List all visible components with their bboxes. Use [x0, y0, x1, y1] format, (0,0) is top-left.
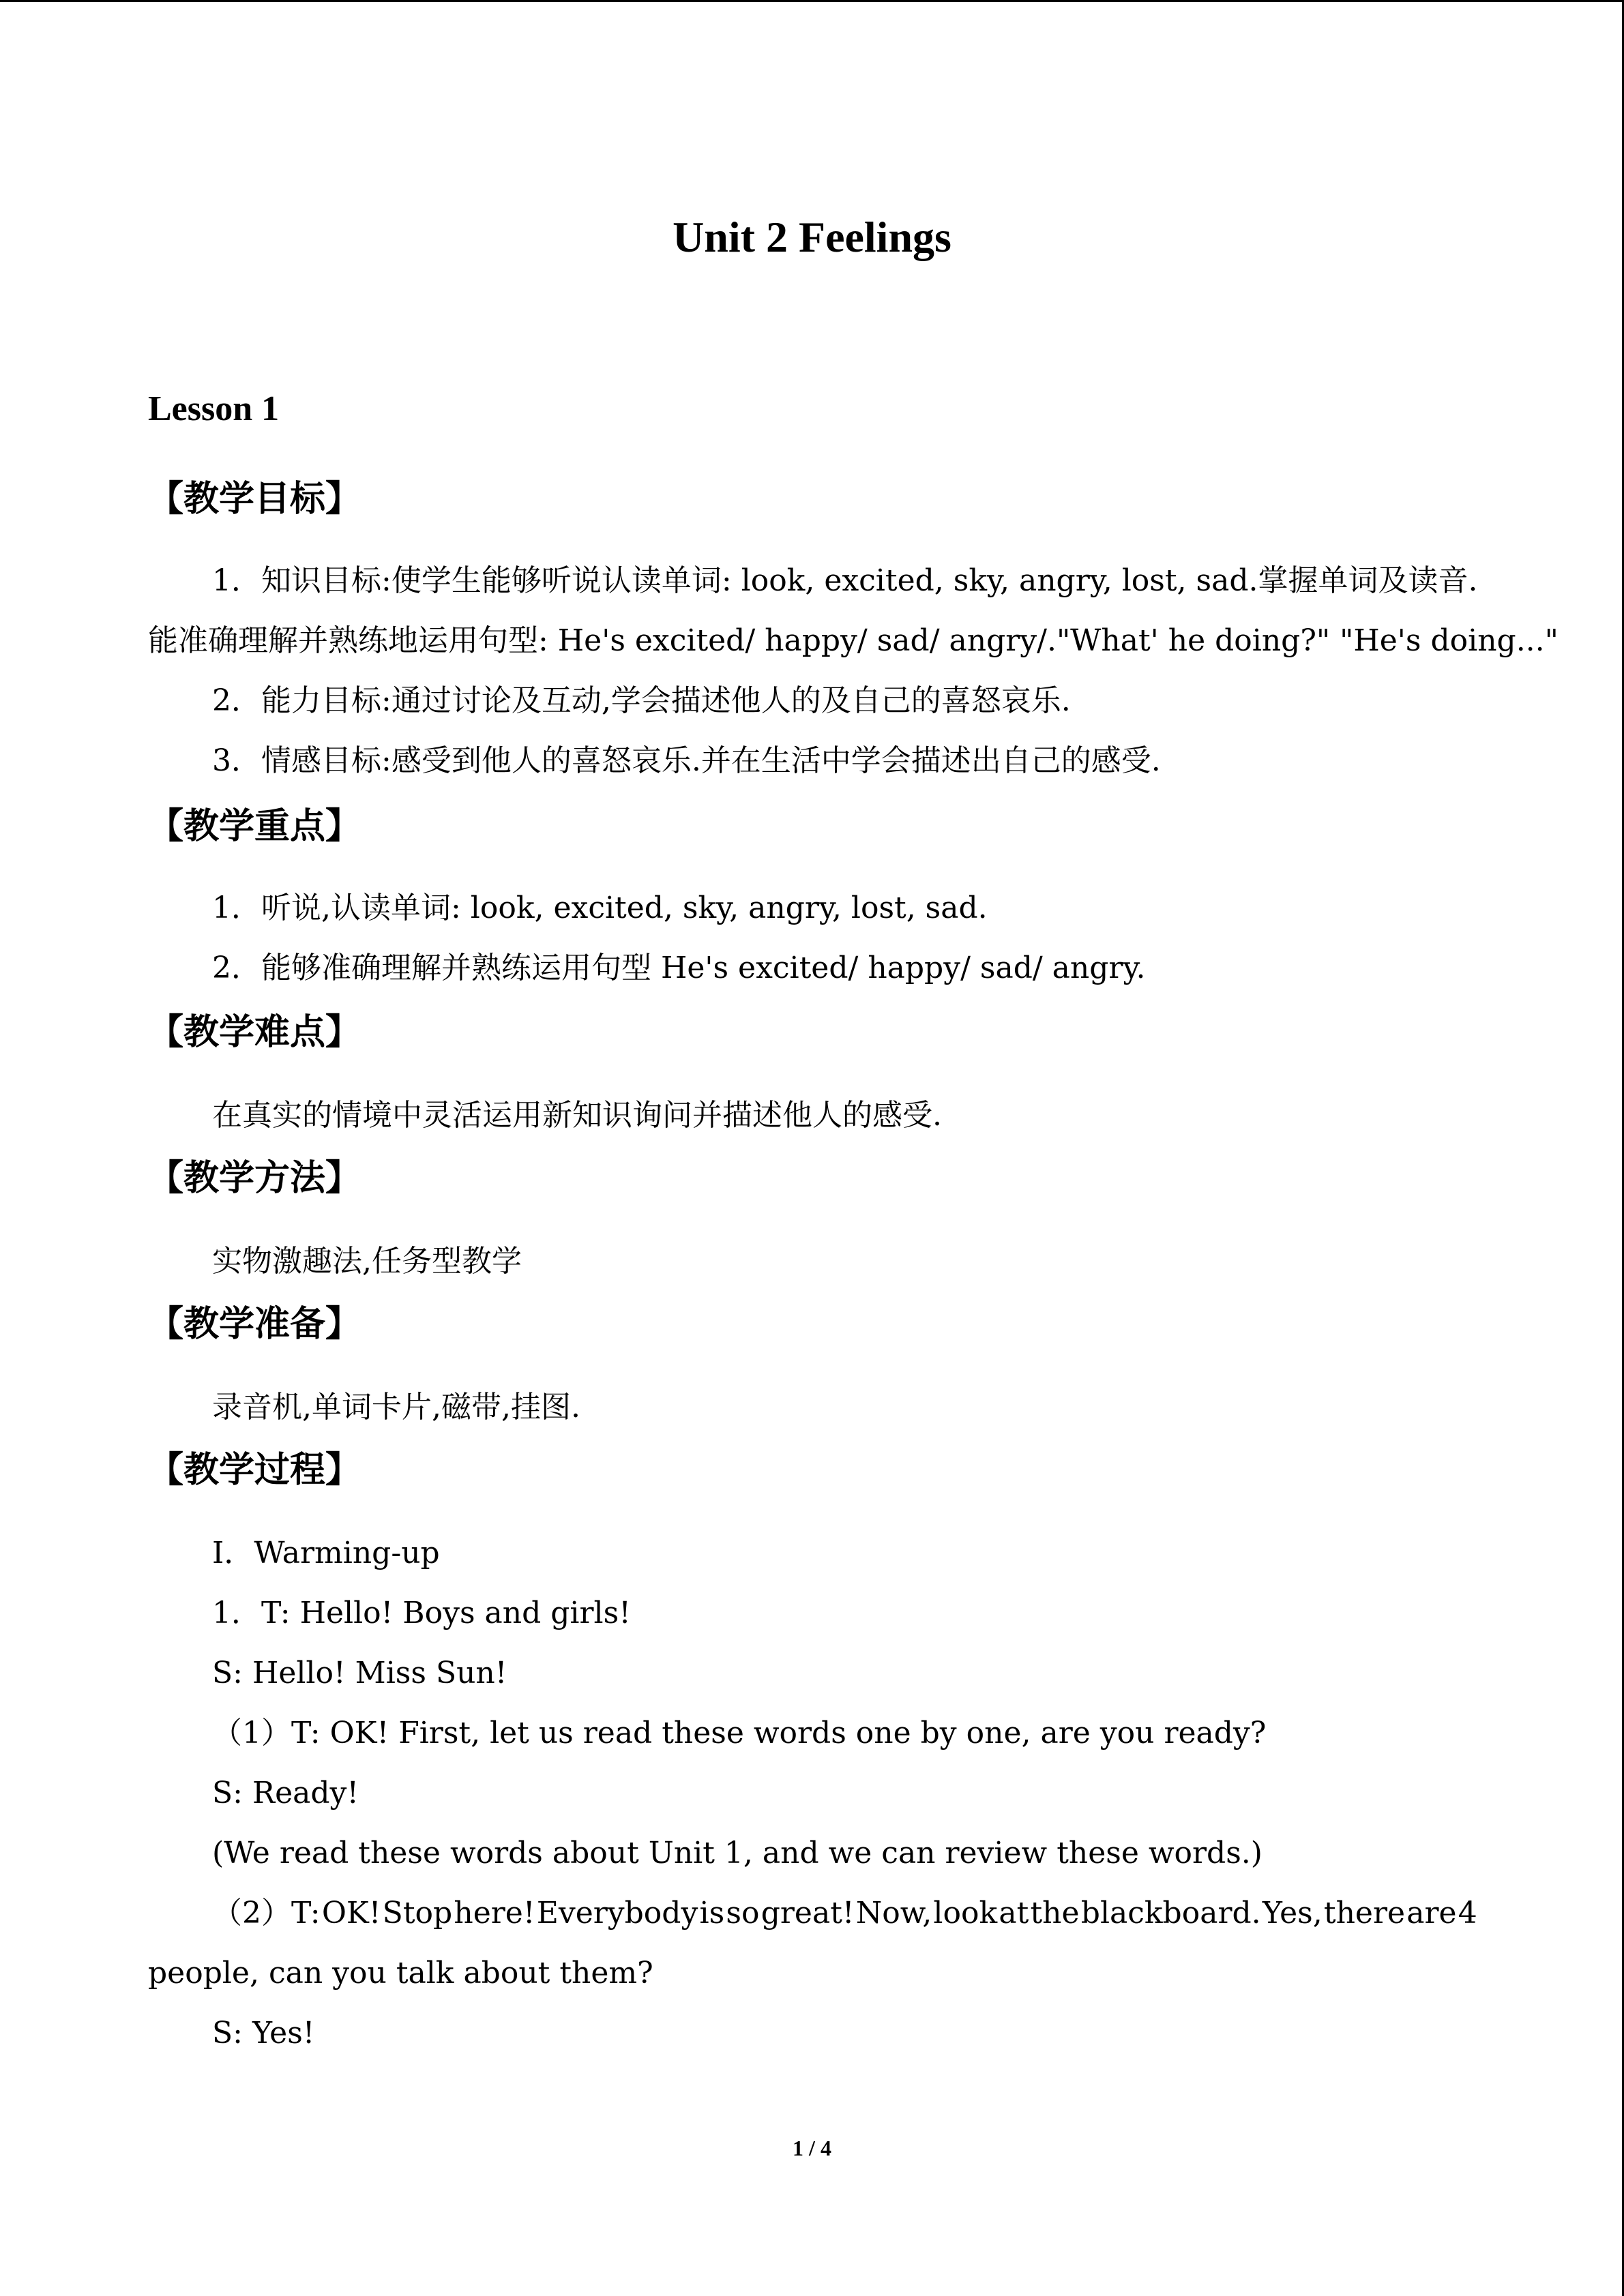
- process-line-8: people, can you talk about them?: [148, 1956, 653, 1991]
- process-line-4: （1）T: OK! First, let us read these words one by one, are you ready?: [212, 1716, 1267, 1750]
- difficulties-line-1: 在真实的情境中灵活运用新知识询问并描述他人的感受.: [212, 1098, 942, 1133]
- word: there: [1323, 1896, 1406, 1930]
- word: Now,: [855, 1896, 932, 1930]
- key-points-line-1: 1．听说,认读单词: look, excited, sky, angry, lost, sad.: [212, 891, 988, 925]
- section-heading-difficulties: 【教学难点】: [148, 1012, 361, 1053]
- process-line-7: [212, 1894, 1477, 1933]
- methods-line-1: 实物激趣法,任务型教学: [212, 1244, 522, 1279]
- word: 4: [1458, 1896, 1477, 1930]
- word: great!: [761, 1896, 855, 1930]
- word: so: [726, 1896, 760, 1930]
- objectives-line-2: 能准确理解并熟练地运用句型: He's excited/ happy/ sad/ angry/."What' he doing?" "He's doing...": [148, 623, 1559, 658]
- objectives-line-4: 3．情感目标:感受到他人的喜怒哀乐.并在生活中学会描述出自己的感受.: [212, 743, 1161, 778]
- section-heading-objectives: 【教学目标】: [148, 479, 361, 520]
- preparation-line-1: 录音机,单词卡片,磁带,挂图.: [212, 1390, 580, 1425]
- lesson-heading: Lesson 1: [148, 389, 280, 428]
- word: Yes,: [1262, 1896, 1323, 1930]
- word: is: [699, 1896, 725, 1930]
- process-line-3: S: Hello! Miss Sun!: [212, 1656, 507, 1690]
- process-line-9: S: Yes!: [212, 2016, 315, 2051]
- word: Everybody: [536, 1896, 698, 1930]
- word: are: [1406, 1896, 1457, 1930]
- word: （2）T:: [212, 1896, 321, 1930]
- section-heading-process: 【教学过程】: [148, 1450, 361, 1491]
- process-line-5: S: Ready!: [212, 1776, 359, 1810]
- process-line-1: Ⅰ．Warming-up: [212, 1536, 440, 1570]
- process-line-2: 1．T: Hello! Boys and girls!: [212, 1596, 631, 1630]
- section-heading-preparation: 【教学准备】: [148, 1304, 361, 1345]
- page-number: 1 / 4: [793, 2136, 831, 2160]
- objectives-line-3: 2．能力目标:通过讨论及互动,学会描述他人的及自己的喜怒哀乐.: [212, 683, 1071, 718]
- word: Stop: [382, 1896, 453, 1930]
- word: the: [1030, 1896, 1080, 1930]
- word: at: [999, 1896, 1029, 1930]
- word: blackboard.: [1080, 1896, 1261, 1930]
- page-border-top: [0, 0, 1624, 2]
- objectives-line-1: 1．知识目标:使学生能够听说认读单词: look, excited, sky, angry, lost, sad.掌握单词及读音.: [212, 563, 1478, 598]
- word: here!: [454, 1896, 535, 1930]
- document-title: Unit 2 Feelings: [673, 213, 951, 261]
- key-points-line-2: 2．能够准确理解并熟练运用句型 He's excited/ happy/ sad/ angry.: [212, 951, 1146, 985]
- process-line-6: (We read these words about Unit 1, and we can review these words.): [212, 1836, 1263, 1870]
- word: look: [933, 1896, 998, 1930]
- word: OK!: [321, 1896, 381, 1930]
- section-heading-methods: 【教学方法】: [148, 1158, 361, 1199]
- section-heading-key-points: 【教学重点】: [148, 806, 361, 847]
